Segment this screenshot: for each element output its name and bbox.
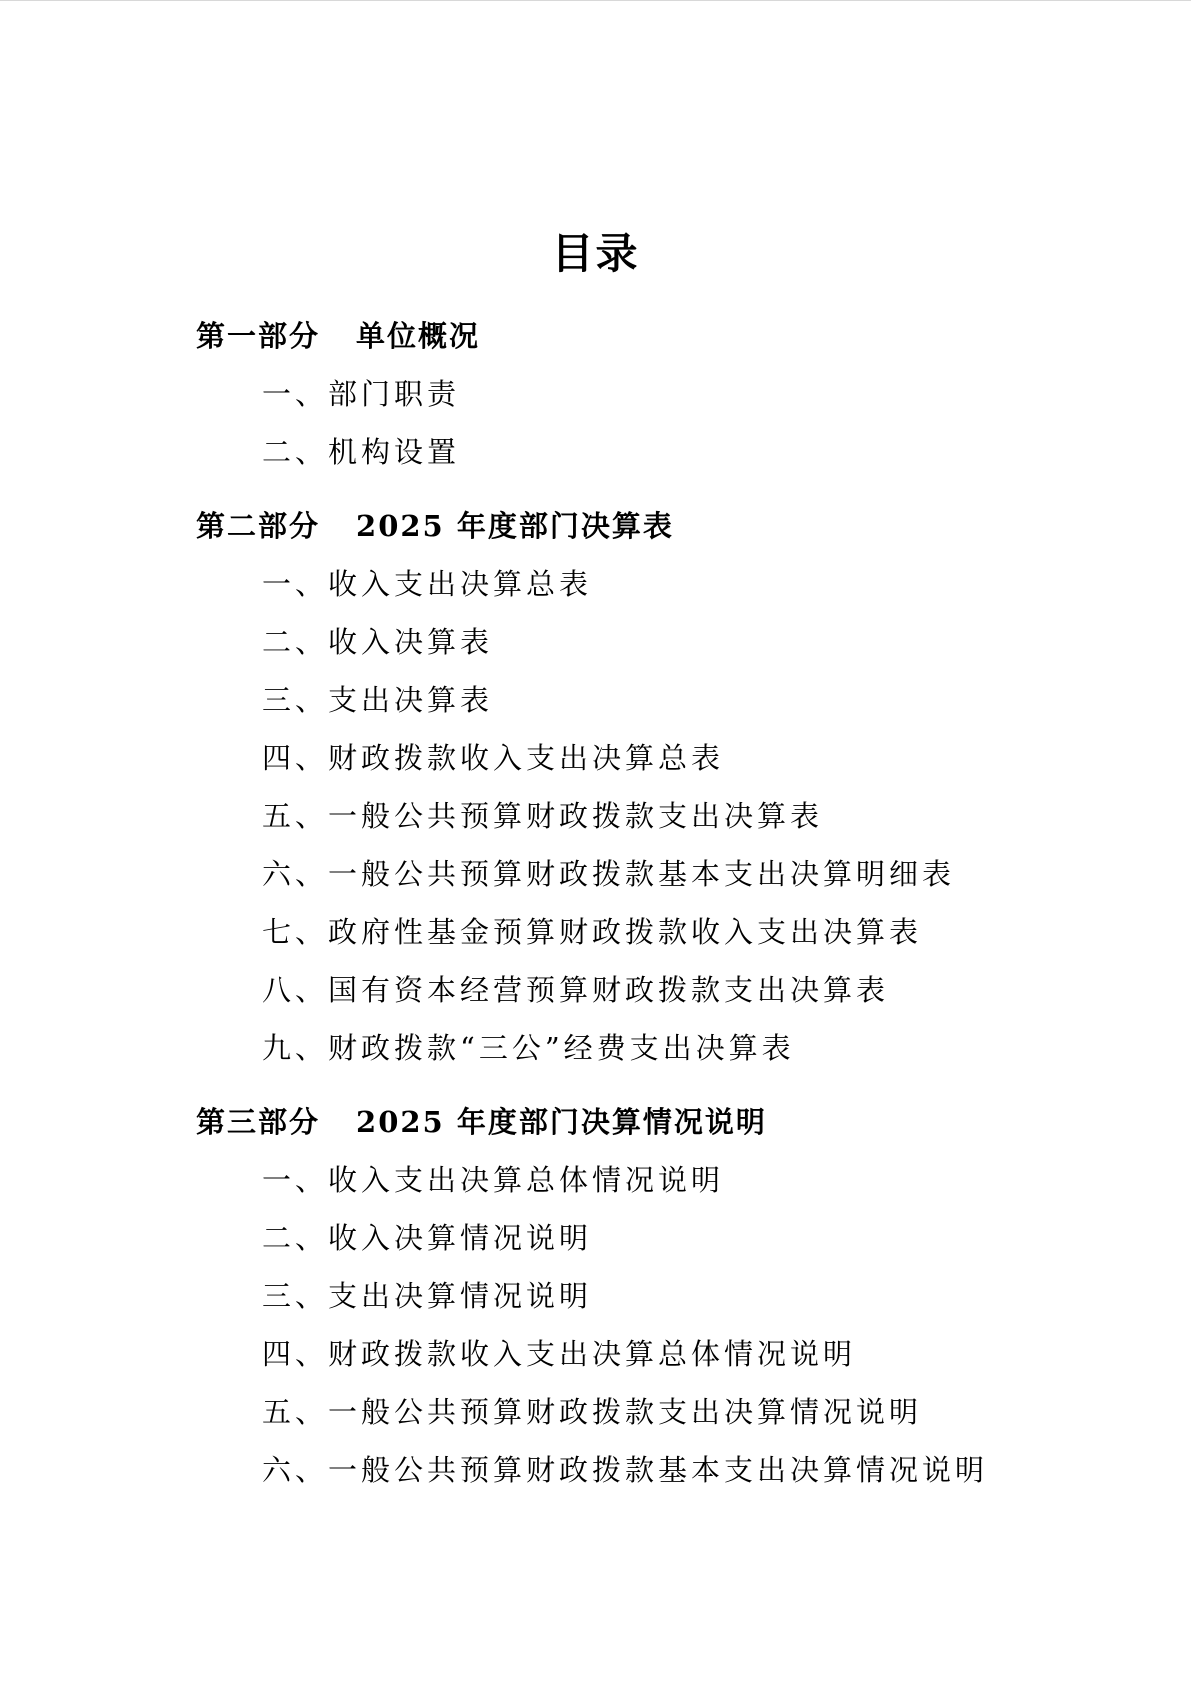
toc-item[interactable]: 三、支出决算情况说明 <box>262 1279 593 1313</box>
part-1-heading[interactable] <box>196 316 480 356</box>
part-3-title: 2025 年度部门决算情况说明 <box>356 1105 767 1139</box>
toc-item[interactable]: 六、一般公共预算财政拨款基本支出决算情况说明 <box>262 1453 989 1487</box>
toc-item[interactable]: 九、财政拨款“三公”经费支出决算表 <box>262 1031 795 1065</box>
part-2-heading[interactable] <box>196 506 674 546</box>
part-2-title: 2025 年度部门决算表 <box>356 509 674 543</box>
toc-item[interactable]: 一、部门职责 <box>262 377 461 411</box>
part-2-label: 第二部分 <box>196 509 321 543</box>
toc-item[interactable]: 四、财政拨款收入支出决算总体情况说明 <box>262 1337 857 1371</box>
toc-item[interactable]: 七、政府性基金预算财政拨款收入支出决算表 <box>262 915 923 949</box>
part-1-label: 第一部分 <box>196 319 321 353</box>
toc-item[interactable]: 五、一般公共预算财政拨款支出决算情况说明 <box>262 1395 923 1429</box>
toc-item[interactable]: 五、一般公共预算财政拨款支出决算表 <box>262 799 824 833</box>
toc-item[interactable]: 六、一般公共预算财政拨款基本支出决算明细表 <box>262 857 956 891</box>
toc-item[interactable]: 三、支出决算表 <box>262 683 494 717</box>
part-3-label: 第三部分 <box>196 1105 321 1139</box>
part-3-heading[interactable] <box>196 1102 767 1142</box>
toc-item[interactable]: 一、收入支出决算总表 <box>262 567 593 601</box>
toc-item[interactable]: 二、机构设置 <box>262 435 461 469</box>
toc-item[interactable]: 四、财政拨款收入支出决算总表 <box>262 741 725 775</box>
toc-item[interactable]: 二、收入决算情况说明 <box>262 1221 593 1255</box>
toc-item[interactable]: 一、收入支出决算总体情况说明 <box>262 1163 725 1197</box>
part-1-title: 单位概况 <box>356 319 481 353</box>
toc-item[interactable]: 二、收入决算表 <box>262 625 494 659</box>
toc-item[interactable]: 八、国有资本经营预算财政拨款支出决算表 <box>262 973 890 1007</box>
page-title: 目录 <box>551 229 640 278</box>
